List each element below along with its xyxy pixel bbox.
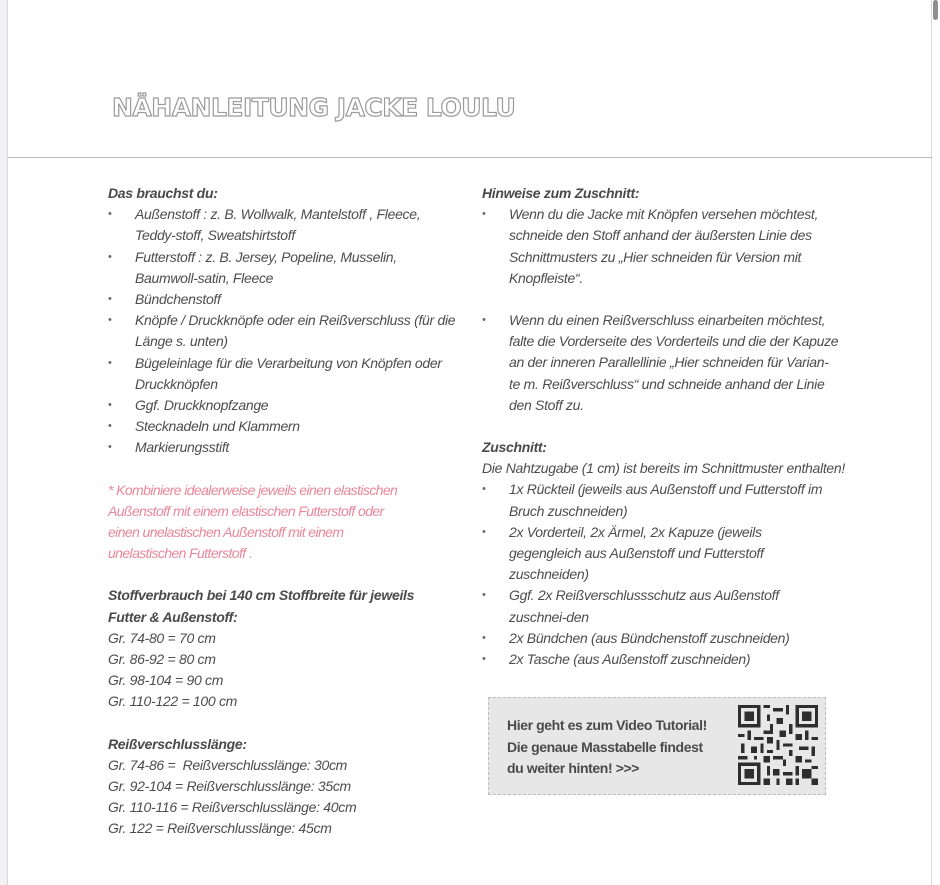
zipper-heading: Reißverschlusslänge:: [108, 735, 247, 752]
cutting-notes-heading: Hinweise zum Zuschnitt:: [482, 185, 640, 201]
video-tutorial-box[interactable]: [488, 697, 826, 795]
list-item: • Futterstoff : z. B. Jersey, Popeline, Musselin, Baumwoll-satin, Fleece: [108, 247, 462, 289]
zipper-row: Gr. 122 = Reißverschlusslänge: 45cm: [108, 820, 332, 837]
list-item: • Ggf. 2x Reißverschlussschutz aus Außenstoff zuschnei-den: [482, 585, 834, 627]
list-item: • 2x Bündchen (aus Bündchenstoff zuschneiden): [482, 628, 842, 649]
document-page: [7, 0, 932, 885]
cutting-intro: Die Nahtzugabe (1 cm) ist bereits im Schnittmuster enthalten!: [482, 460, 845, 477]
list-item: • Ggf. Druckknopfzange: [108, 395, 468, 416]
zipper-row: Gr. 74-86 = Reißverschlusslänge: 30cm: [108, 756, 348, 773]
list-item: • Außenstoff : z. B. Wollwalk, Mantelstoff , Fleece, Teddy-stoff, Sweatshirtstoff: [108, 204, 462, 246]
page-title: NÄHANLEITUNG JACKE LOULU: [112, 93, 516, 122]
video-line-1: Hier geht es zum Video Tutorial!: [507, 717, 707, 733]
cutting-list: [482, 479, 842, 670]
list-item: • Bügeleinlage für die Verarbeitung von Knöpfen oder Druckknöpfen: [108, 353, 455, 395]
header-divider: [8, 157, 933, 158]
fabric-usage-row: Gr. 74-80 = 70 cm: [108, 629, 216, 646]
zipper-row: Gr. 110-116 = Reißverschlusslänge: 40cm: [108, 799, 357, 816]
materials-heading: Das brauchst du:: [108, 185, 218, 201]
right-column: [482, 183, 845, 670]
fabric-usage-row: Gr. 98-104 = 90 cm: [108, 672, 224, 689]
cutting-heading: Zuschnitt:: [482, 439, 547, 456]
video-line-3: du weiter hinten! >>>: [507, 760, 640, 776]
zipper-row: Gr. 92-104 = Reißverschlusslänge: 35cm: [108, 778, 351, 795]
fabric-usage-row: Gr. 86-92 = 80 cm: [108, 651, 216, 668]
fabric-usage-heading: Stoffverbrauch bei 140 cm Stoffbreite für jeweils Futter & Außenstoff:: [108, 587, 415, 625]
list-item: • 2x Vorderteil, 2x Ärmel, 2x Kapuze (jeweils gegengleich aus Außenstoff und Futterstoff zuschneiden): [482, 522, 834, 586]
list-item: • 1x Rückteil (jeweils aus Außenstoff und Futterstoff im Bruch zuschneiden): [482, 479, 829, 521]
left-column: [108, 183, 468, 840]
video-line-2: Die genaue Masstabelle findest: [507, 738, 703, 755]
qr-code-icon[interactable]: [738, 705, 818, 785]
list-item: • Wenn du die Jacke mit Knöpfen versehen möchtest, schneide den Stoff anhand der äußersten Linie des Schnittmusters zu „Hier schneiden für Version mit Knopfleiste“.: [482, 204, 839, 289]
fabric-usage-row: Gr. 110-122 = 100 cm: [108, 693, 238, 710]
list-item: • Knöpfe / Druckknöpfe oder ein Reißverschluss (für die Länge s. unten): [108, 310, 465, 352]
scrollbar-thumb[interactable]: [933, 0, 938, 20]
scrollbar[interactable]: [932, 0, 940, 885]
list-item: • Markierungsstift: [108, 437, 468, 458]
cutting-notes-list: [482, 204, 842, 416]
list-item: • Wenn du einen Reißverschluss einarbeiten möchtest, falte die Vorderseite des Vorderteils und die der Kapuze an der inneren Parallellinie „Hier schneiden für Varian-te m. Reißverschluss“ und schneide anhand der Linie den Stoff zu.: [482, 310, 839, 416]
list-item: • Stecknadeln und Klammern: [108, 416, 468, 437]
list-item: • Bündchenstoff: [108, 289, 468, 310]
video-tutorial-text: [507, 715, 707, 780]
list-item: • 2x Tasche (aus Außenstoff zuschneiden): [482, 649, 842, 670]
fabric-note: * Kombiniere idealerweise jeweils einen elastischen Außenstoff mit einem elastischen Futterstoff oder einen unelastischen Außenstoff mit einem unelastischen Futterstoff .: [108, 481, 398, 562]
materials-list: [108, 204, 468, 458]
